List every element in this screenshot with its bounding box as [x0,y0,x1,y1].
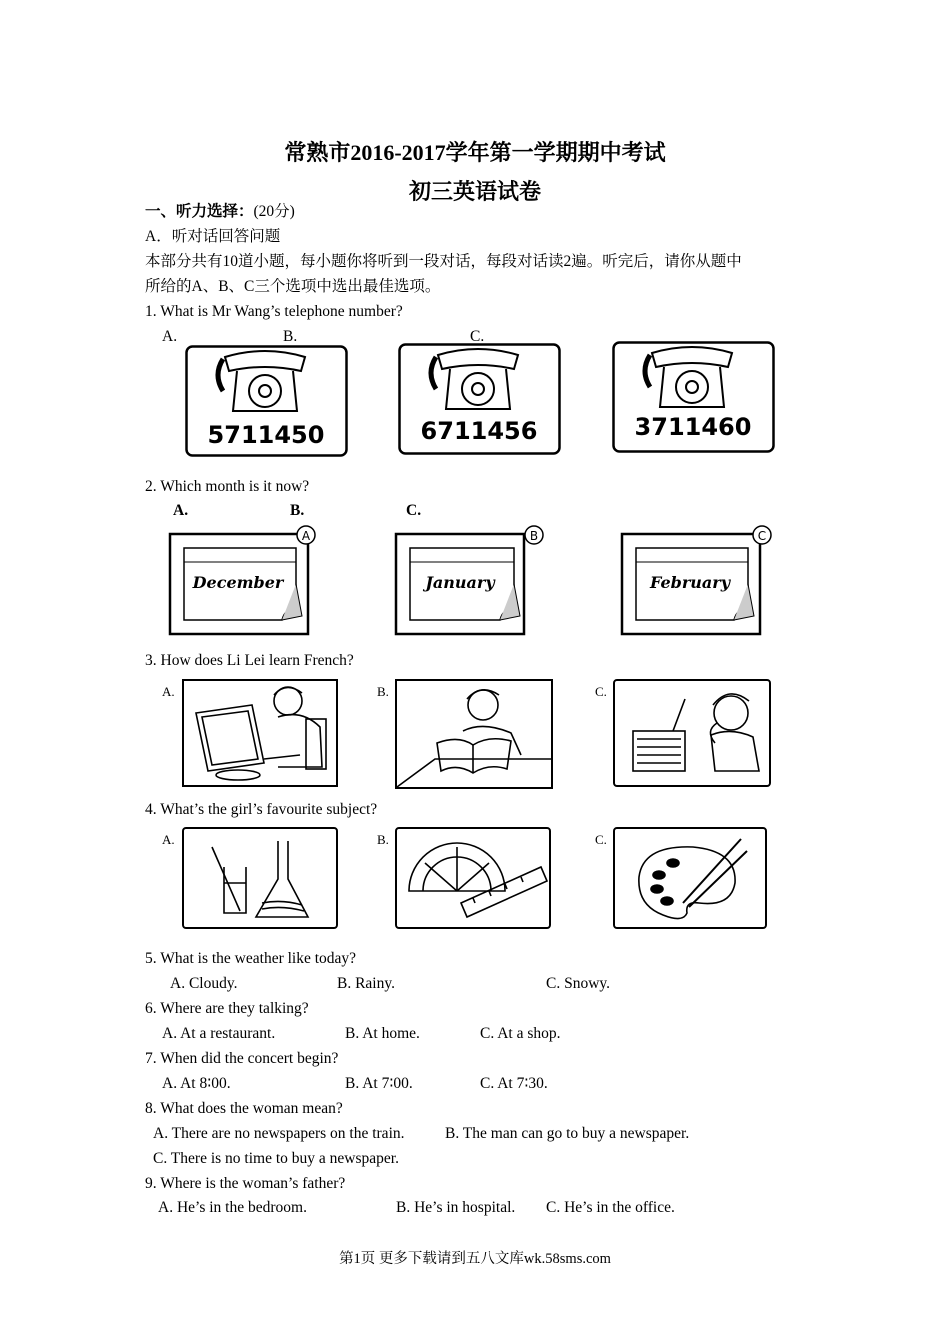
q2-option-c-label: C. [406,502,422,519]
month-a: December [192,573,284,592]
page-subtitle: 初三英语试卷 [408,179,541,204]
phone-number-a: 5711450 [207,421,325,449]
q4-picture-maths [395,827,551,929]
q3-picture-computer [182,679,338,787]
q2-option-a-label: A. [173,502,189,519]
q1-option-c-label: C. [470,328,485,345]
q8-option-c: C. There is no time to buy a newspaper. [153,1150,399,1167]
q9-option-a: A. He’s in the bedroom. [158,1199,307,1216]
phone-number-b: 6711456 [420,417,538,445]
q4-option-c-label: C. [595,832,607,847]
question-8: 8. What does the woman mean? [145,1100,343,1117]
q5-option-b: B. Rainy. [337,975,395,992]
page-footer: 第1页 更多下载请到五八文库wk.58sms.com [339,1251,611,1267]
q9-option-b: B. He’s in hospital. [396,1199,516,1216]
q2-option-b-label: B. [290,502,305,519]
q6-option-b: B. At home. [345,1025,420,1042]
phone-number-c: 3711460 [634,413,752,441]
q7-option-c: C. At 7∶30. [480,1075,548,1092]
q9-option-c: C. He’s in the office. [546,1199,675,1216]
section-header [145,202,295,222]
badge-a-letter: A [301,529,311,543]
q2-calendar-a [168,524,320,636]
instructions-line-2: 所给的A、B、C三个选项中选出最佳选项。 [145,278,441,295]
q4-picture-art [613,827,767,929]
q3-option-c-label: C. [595,684,607,699]
q3-picture-book [395,679,553,789]
q7-option-a: A. At 8∶00. [162,1075,231,1092]
q1-phone-picture-b [398,343,561,455]
section-points: (20分) [253,203,295,220]
q1-phone-picture-c [612,341,775,453]
question-1: 1. What is Mr Wang’s telephone number? [145,303,403,320]
instructions-line-1: 本部分共有10道小题，每小题你将听到一段对话，每段对话读2遍。听完后，请你从题中 [145,253,742,270]
q4-picture-science [182,827,338,929]
question-7: 7. When did the concert begin? [145,1050,339,1067]
question-9: 9. Where is the woman’s father? [145,1175,346,1192]
q1-option-b-label: B. [283,328,298,345]
badge-c-icon [753,526,771,544]
badge-b-icon [525,526,543,544]
q5-option-a: A. Cloudy. [170,975,238,992]
page-title: 常熟市2016-2017学年第一学期期中考试 [284,140,666,165]
q4-option-b-label: B. [377,832,389,847]
q3-option-a-label: A. [162,684,175,699]
q4-option-a-label: A. [162,832,175,847]
q8-option-a: A. There are no newspapers on the train. [153,1125,405,1142]
badge-c-letter: C [757,529,767,543]
question-6: 6. Where are they talking? [145,1000,309,1017]
question-3: 3. How does Li Lei learn French? [145,652,354,669]
part-a-heading: A．听对话回答问题 [145,228,281,245]
q1-phone-picture-a [185,345,348,457]
month-c: February [649,573,731,592]
q1-option-a-label: A. [162,328,178,345]
badge-b-letter: B [529,529,539,543]
q7-option-b: B. At 7∶00. [345,1075,413,1092]
q5-option-c: C. Snowy. [546,975,611,992]
badge-a-icon [297,526,315,544]
q3-picture-radio [613,679,771,787]
month-b: January [425,573,495,592]
q2-calendar-b [394,524,546,636]
q2-calendar-c [620,524,776,636]
section-title: 一、听力选择： [145,203,254,220]
question-4: 4. What’s the girl’s favourite subject? [145,801,378,818]
question-5: 5. What is the weather like today? [145,950,357,967]
q8-option-b: B. The man can go to buy a newspaper. [445,1125,690,1142]
q3-option-b-label: B. [377,684,389,699]
q6-option-c: C. At a shop. [480,1025,561,1042]
question-2: 2. Which month is it now? [145,478,310,495]
q6-option-a: A. At a restaurant. [162,1025,276,1042]
